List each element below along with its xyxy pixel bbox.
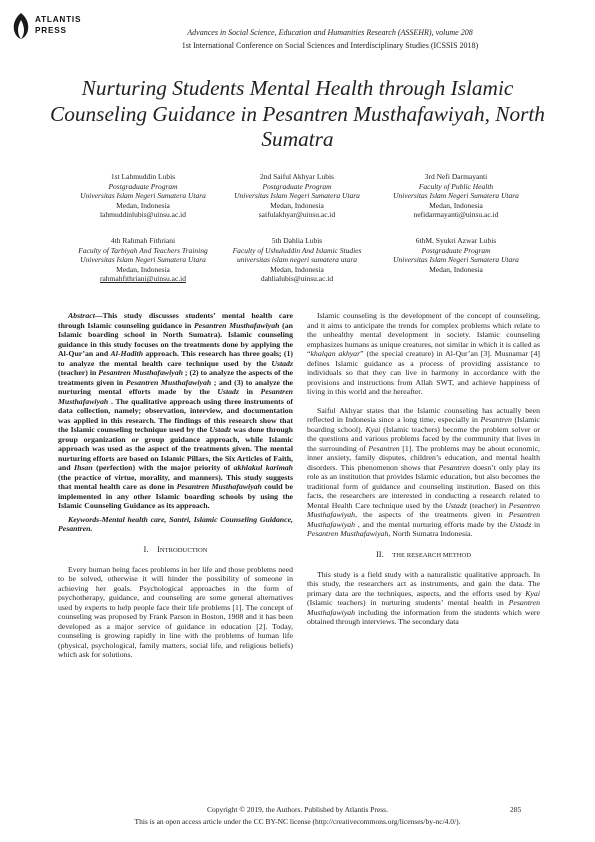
author-name: 4th Rahmah Fithriani (110, 236, 176, 245)
logo-line2: PRESS (35, 26, 67, 35)
journal-header: Advances in Social Science, Education and Humanities Research (ASSEHR), volume 208 (187, 28, 473, 37)
author-inst: Universitas Islam Negeri Sumatera Utara (80, 191, 206, 201)
author-dept: Faculty of Public Health (418, 181, 494, 191)
license-line[interactable]: This is an open access article under the CC BY-NC license (http://creativecommons.org/licenses/by-nc/4.0/). (134, 817, 461, 826)
author-inst: Universitas Islam Negeri Sumatera Utara (393, 191, 519, 201)
atlantis-logo-icon (10, 12, 32, 40)
author-dept: Faculty of Tarbiyah And Teachers Training (78, 245, 208, 255)
section-heading-research-method: II. THE RESEARCH METHOD (375, 548, 472, 559)
author-6 (371, 236, 541, 274)
author-dept: Postgraduate Program (262, 181, 332, 191)
author-city: Medan, Indonesia (429, 264, 483, 274)
author-1 (58, 172, 228, 220)
author-4 (58, 236, 228, 284)
body-paragraph: Islamic counseling is the development of the concept of counseling, and it aims to anticipate the trends for complex problems which relate to the unhealthy mental development in society. Islamic counseling emphasizes humans as unique creatures, not similar in which it is called as “khalqan akhyar” (the special creature) in Al-Qur’an [3]. Musnamar [4] defines Islamic guidance as a process of providing assistance to individuals so that they can live in harmony in accordance with the provisions and instructions from Allah SWT, and achieve happiness of living in this world and the hereafter. (307, 311, 540, 396)
page-number: 285 (510, 805, 522, 814)
introduction-paragraph: Every human being faces problems in her life and those problems need to be solved, otherwise it will hinder the possibility of someone in achieving her goals. Psychological approaches in the form of psychotherapy, guidance, and counseling are some general alternatives used by experts to help people face their life problems [1]. The concept of counseling was proposed by Frank Parson in Boston, 1908 and it has been developed as a major service of guidance in education [2]. Today, counseling is growing rapidly in line with the problems of human life (physical, psychological, family matters, social life, and religious beliefs) which ask for solutions. (58, 564, 293, 659)
right-column (307, 311, 540, 627)
atlantis-press-logo (10, 10, 100, 44)
author-dept: Postgraduate Program (421, 245, 491, 255)
author-city: Medan, Indonesia (116, 264, 170, 274)
author-email[interactable]: dahlialubis@uinsu.ac.id (260, 274, 334, 284)
author-inst: universitas islam negeri sumatera utara (237, 255, 357, 265)
body-paragraph: Saiful Akhyar states that the Islamic counseling has actually been reflected in Indonesia since a long time, especially in Pesantren (Islamic boarding school). Kyai (Islamic teachers) become the problem solver or the questions and various problems faced by the community that lives in the surrounding of Pesantren [1]. The problems may be about economic, inner anxiety, family disputes, children’s education, and mental health disorders. This phenomenon shows that Pesantren doesn’t only play its role as an institution that provides Islamic education, but also becomes the traditional form of guidance and counseling institution. Based on this facts, the researchers are interested in conducting a research related to Mental Health Care technique used by the Ustadz (teacher) in Pesantren Musthafawiyah, the aspects of the treatments given in Pesantren Musthafawiyah , and the mental nurturing efforts made by the Ustadz in Pesantren Musthafawiyah, North Sumatra Indonesia. (307, 405, 541, 538)
author-inst: Universitas Islam Negeri Sumatera Utara (80, 255, 206, 265)
abstract-label: Abstract (68, 311, 95, 320)
conference-header: 1st International Conference on Social Sciences and Interdisciplinary Studies (ICSSIS 2018) (181, 41, 479, 50)
author-email[interactable]: nefidarmayanti@uinsu.ac.id (413, 210, 499, 220)
abstract: Abstract—This study discusses students’ mental health care through Islamic counseling guidance in Pesantren Musthafawiyah (an Islamic boarding school in North Sumatra). Islamic counseling guidance in this study focuses on the treatments done by applying the Al-Qur’an and Al-Hadith approach. This research has three goals; (1) to analyze the mental health care technique used by the Ustadz (teacher) in Pesantren Musthafawiyah ; (2) to analyze the aspects of the treatments given in Pesantren Musthafawiyah ; and (3) to analyze the nurturing mental efforts made by the Ustadz in Pesantren Musthafawiyah . The qualitative approach using three instruments of data collection, namely; observation, interview, and documentation was applied in this research. The findings of this research show that the Islamic counseling technique used by the Ustadz was done through group organization or group guidance approach, while Islamic approach was used as the aspect of the treatments given. The mental nurturing efforts are based on Islamic Pillars, the Six Articles of Faith, and Ihsan (perfection) with the major priority of akhlakul karimah (the practice of virtue, morality, and manners). This study suggests that mental health care as done in Pesantren Musthafawiyah could be implemented in any other Islamic boarding schools by using the Islamic Counseling Guidance as its approach. (58, 311, 294, 510)
author-5 (212, 236, 382, 284)
copyright-line: Copyright © 2019, the Authors. Published by Atlantis Press. (207, 805, 388, 814)
author-name: 6thM. Syukri Azwar Lubis (415, 236, 497, 245)
author-email[interactable]: lahmuddinlubis@uinsu.ac.id (99, 210, 187, 220)
author-2 (212, 172, 382, 220)
author-email[interactable]: rahmahfithriani@uinsu.ac.id (99, 274, 187, 284)
author-inst: Universitas Islam Negeri Sumatera Utara (393, 255, 519, 265)
paper-title: Nurturing Students Mental Health through Islamic Counseling Guidance in Pesantren Musthafawiyah, North Sumatra (50, 76, 545, 151)
author-3 (371, 172, 541, 220)
author-name: 1st Lahmuddin Lubis (110, 172, 176, 181)
body-paragraph: This study is a field study with a naturalistic qualitative approach. In this study, the researchers act as instruments, and gain the data. The primary data are the techniques, aspects, and the efforts used by Kyai (Islamic teachers) in nurturing students’ mental health in Pesantren Musthafawiyah including the information from the students which were obtained through interviews. The secondary data (307, 569, 540, 626)
author-name: 3rd Nefi Darmayanti (424, 172, 488, 181)
author-dept: Faculty of Ushuluddin And Islamic Studies (232, 245, 362, 255)
author-city: Medan, Indonesia (270, 200, 324, 210)
author-name: 2nd Saiful Akhyar Lubis (260, 172, 334, 181)
keywords: Keywords-Mental health care, Santri, Islamic Counseling Guidance, Pesantren. (58, 514, 293, 533)
author-email[interactable]: saifulakhyar@uinsu.ac.id (258, 210, 336, 220)
left-column (58, 311, 293, 660)
author-inst: Universitas Islam Negeri Sumatera Utara (234, 191, 360, 201)
section-heading-introduction: I. INTRODUCTION (143, 543, 208, 554)
author-city: Medan, Indonesia (429, 200, 483, 210)
author-name: 5th Dahlia Lubis (271, 236, 323, 245)
author-dept: Postgraduate Program (108, 181, 178, 191)
author-city: Medan, Indonesia (116, 200, 170, 210)
author-city: Medan, Indonesia (270, 264, 324, 274)
logo-line1: ATLANTIS (35, 15, 82, 24)
